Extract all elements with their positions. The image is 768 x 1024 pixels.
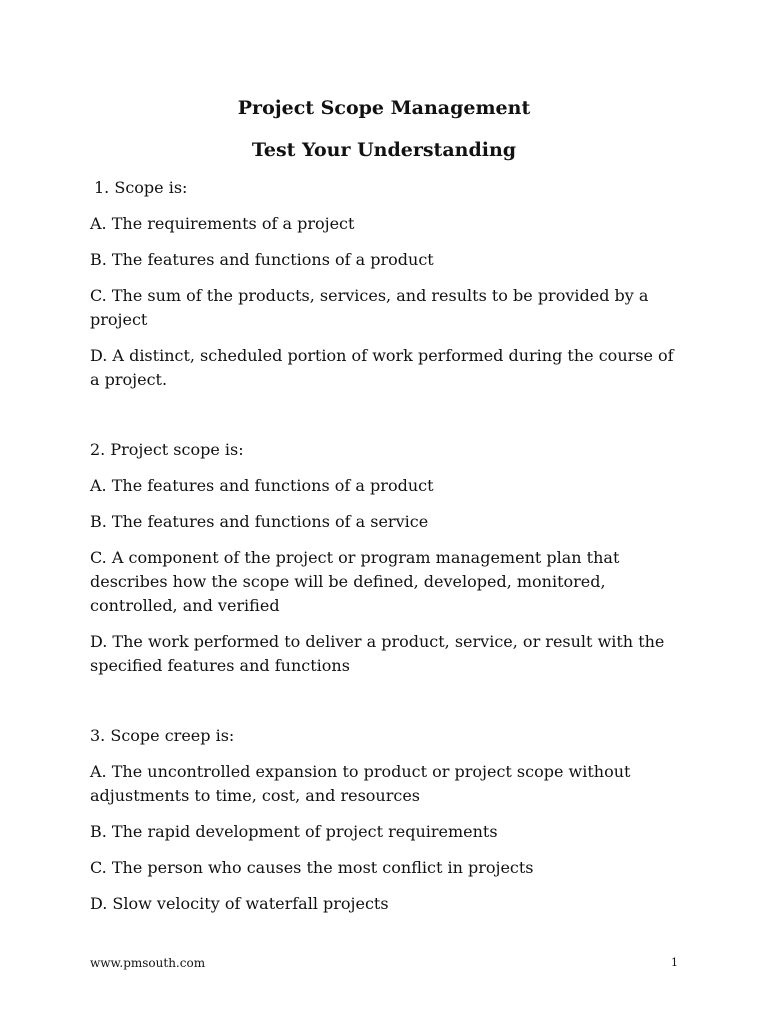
answer-option-d: D. A distinct, scheduled portion of work performed during the course of a project.: [90, 346, 674, 389]
answer-option-b: B. The features and functions of a product: [90, 250, 434, 269]
question-1: [90, 176, 680, 392]
footer-website: www.pmsouth.com: [90, 956, 206, 970]
question-list: [90, 176, 680, 928]
question-prompt: 2. Project scope is:: [90, 440, 244, 459]
document-subtitle: Test Your Understanding: [251, 139, 517, 161]
answer-option-a: A. The uncontrolled expansion to product or project scope without adjustments to time, cost, and resources: [90, 762, 631, 805]
answer-option-b: B. The features and functions of a service: [90, 512, 429, 531]
answer-option-c: C. A component of the project or program management plan that describes how the scope will be defined, developed, monitored, controlled, and verified: [90, 548, 620, 615]
question-prompt: 1. Scope is:: [94, 178, 188, 197]
page-number: 1: [671, 956, 678, 969]
document-title: Project Scope Management: [237, 97, 531, 119]
question-2: [90, 438, 680, 678]
question-3: [90, 724, 680, 916]
question-prompt: 3. Scope creep is:: [90, 726, 235, 745]
answer-option-d: D. The work performed to deliver a product, service, or result with the specified features and functions: [90, 632, 665, 675]
answer-option-d: D. Slow velocity of waterfall projects: [90, 894, 389, 913]
answer-option-c: C. The person who causes the most conflict in projects: [90, 858, 534, 877]
answer-option-b: B. The rapid development of project requirements: [90, 822, 498, 841]
answer-option-a: A. The requirements of a project: [90, 214, 355, 233]
answer-option-a: A. The features and functions of a product: [90, 476, 434, 495]
answer-option-c: C. The sum of the products, services, and results to be provided by a project: [90, 286, 649, 329]
